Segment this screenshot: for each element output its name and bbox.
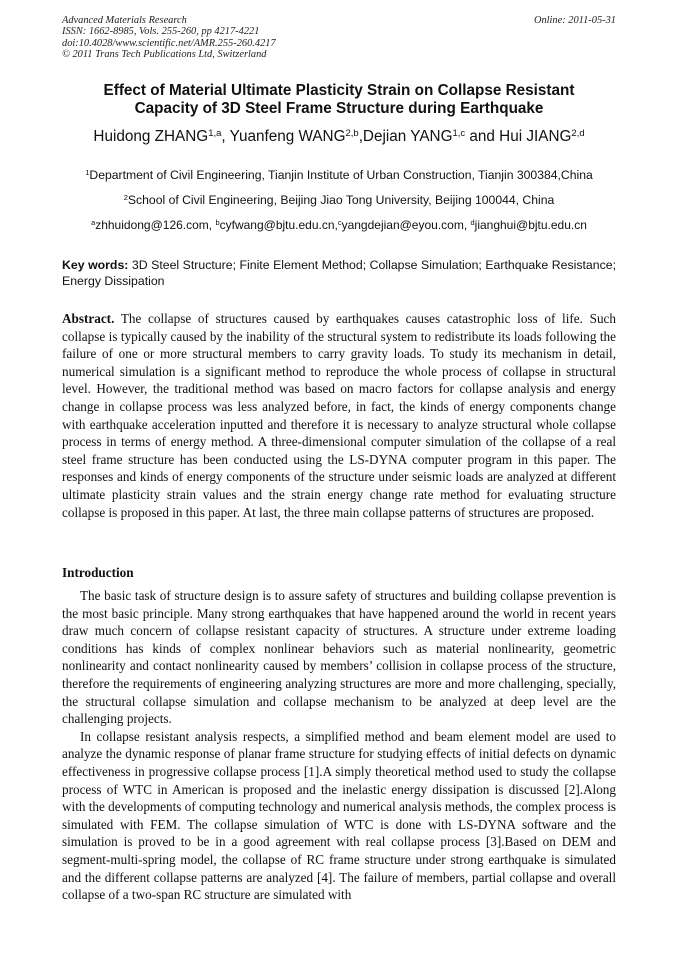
section-heading-introduction: Introduction	[62, 565, 134, 580]
author-superscript: 2,b	[345, 127, 359, 139]
keywords	[62, 257, 616, 289]
author-name: and Hui JIANG	[465, 128, 572, 145]
email-text: jianghui@bjtu.edu.cn	[474, 218, 587, 232]
author-superscript: 1,a	[208, 127, 222, 139]
email-text: zhhuidong@126.com,	[95, 218, 216, 232]
abstract	[62, 310, 616, 521]
introduction-body	[62, 587, 616, 904]
affiliation-2	[62, 193, 616, 207]
keywords-label: Key words:	[62, 258, 129, 272]
affiliation-superscript: 2	[123, 192, 128, 202]
paper-title	[62, 82, 616, 118]
paragraph: In collapse resistant analysis respects, a simplified method and beam element model are used to analyze the dynamic response of planar frame structure for studying effects of initial defects on dynamic effectiveness in progressive collapse process [1].A simply theoretical method used to study the collapse process of WTC in American is proposed and the inelastic energy dissipation is discussed [2].Along with the developments of computing technology and numerical analysis methods, the complex process is simulated with FEM. The collapse simulation of WTC is done with LS-DYNA software and the simulation is proved to be in a good agreement with real collapse process [3].Based on DEM and segment-multi-spring model, the collapse of RC frame structure under strong earthquake is simulated and the different collapse patterns are analyzed [4]. The failure of members, partial collapse and overall collapse of a two-span RC structure are simulated with	[62, 728, 616, 903]
affiliation-text: School of Civil Engineering, Beijing Jiao Tong University, Beijing 100044, China	[127, 193, 555, 207]
email-text: yangdejian@eyou.com,	[341, 218, 471, 232]
affiliation-text: Department of Civil Engineering, Tianjin Institute of Urban Construction, Tianjin 300384,China	[89, 168, 593, 182]
journal-name: Advanced Materials Research	[62, 15, 187, 26]
publication-header	[62, 15, 616, 61]
email-superscript: d	[470, 217, 475, 227]
email-text: cyfwang@bjtu.edu.cn,	[219, 218, 338, 232]
paragraph: The basic task of structure design is to assure safety of structures and building collapse prevention is the most basic principle. Many strong earthquakes that have happened around the world in recent years draw much concern of collapse resistant capacity of structures. A structure under extreme loading conditions has kinds of complex nonlinear behaviors such as material nonlinearity, geometric nonlinearity and contact nonlinearity caused by members’ collision in collapse process of the structure, therefore the requirements of engineering analyzing structures are more and more challenging, specially, the structural collapse simulation and collapse mechanism to be analyzed at deep level are the challenging projects.	[62, 588, 616, 727]
title-line-1: Effect of Material Ultimate Plasticity Strain on Collapse Resistant	[103, 82, 575, 99]
keywords-text: 3D Steel Structure; Finite Element Method; Collapse Simulation; Earthquake Resistance; Energy Dissipation	[62, 258, 616, 288]
title-line-2: Capacity of 3D Steel Frame Structure during Earthquake	[134, 100, 544, 117]
email-superscript: c	[337, 217, 342, 227]
author-emails	[62, 218, 616, 232]
email-superscript: b	[215, 217, 220, 227]
email-superscript: a	[91, 217, 96, 227]
online-date: Online: 2011-05-31	[533, 15, 616, 26]
affiliation-superscript: 1	[85, 167, 90, 177]
copyright-line: © 2011 Trans Tech Publications Ltd, Switzerland	[62, 49, 267, 61]
doi-line: doi:10.4028/www.scientific.net/AMR.255-260.4217	[62, 37, 276, 49]
author-name: ,Dejian YANG	[358, 128, 453, 145]
author-name: , Yuanfeng WANG	[221, 128, 346, 145]
abstract-label: Abstract.	[62, 311, 115, 326]
abstract-text: The collapse of structures caused by earthquakes causes catastrophic loss of life. Such collapse is typically caused by the inability of the structural system to redistribute its loads following the failure of one or more structural members to carry gravity loads. To study its mechanism in detail, numerical simulation is a significant method to reproduce the whole process of collapse in structural level. However, the traditional method was based on macro factors for collapse analysis and energy change in collapse process was less analyzed before, in fact, the kinds of energy components change with earthquake acceleration inputted and therefore it is necessary to analyze structural whole collapse process in terms of energy method. A three-dimensional computer simulation of the collapse of a real steel frame structure has been conducted using the LS-DYNA computer program in this paper. The responses and kinds of energy components of the structure under seismic loads are analyzed at different ultimate plasticity strain values and the strain energy change rate method for evaluating structure collapse is proposed in this paper. At last, the three main collapse patterns of structures are proposed.	[62, 311, 616, 520]
author-list	[62, 128, 616, 146]
author-superscript: 2,d	[571, 127, 585, 139]
affiliation-1	[62, 168, 616, 182]
author-superscript: 1,c	[452, 127, 466, 139]
issn-line: ISSN: 1662-8985, Vols. 255-260, pp 4217-4221	[62, 26, 260, 38]
author-name: Huidong ZHANG	[93, 128, 209, 145]
